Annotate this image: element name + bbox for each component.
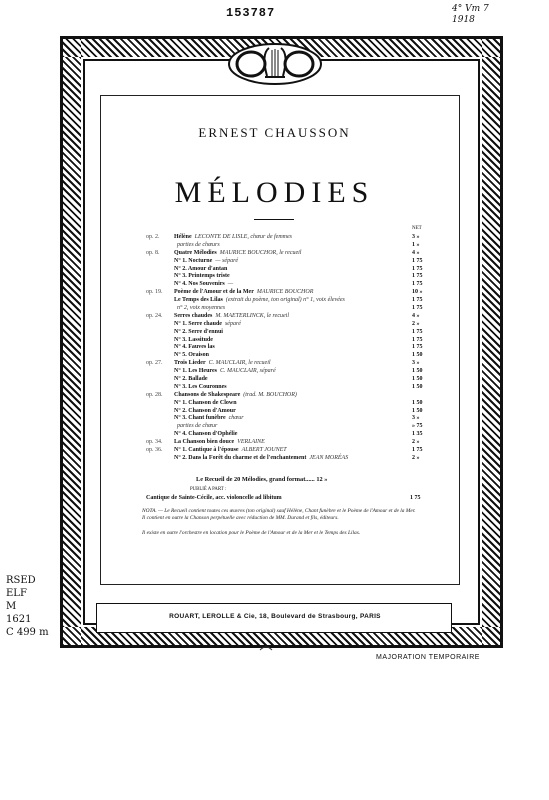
list-item [146, 281, 423, 289]
item-price: 1 75 [412, 273, 423, 280]
item-title-line [174, 392, 297, 400]
item-title-line [174, 297, 345, 305]
item-title-line [174, 281, 233, 289]
list-item [146, 431, 423, 439]
item-title: N° 1. Les Heures [174, 368, 217, 375]
list-item [146, 415, 420, 423]
item-title: Serres chaudes [174, 312, 213, 319]
item-title-line [174, 415, 244, 423]
item-title-line [174, 360, 271, 368]
item-title: Poème de l'Amour et de la Mer [174, 289, 254, 296]
publisher-address: ROUART, LEROLLE & Cie, 18, Boulevard de Strasbourg, PARIS [169, 613, 381, 620]
composer-name: ERNEST CHAUSSON [198, 125, 351, 140]
item-author: C. MAUCLAIR, le recueil [208, 360, 271, 367]
item-title-line [174, 368, 276, 376]
item-price: 1 50 [412, 407, 423, 414]
list-item [146, 297, 423, 305]
item-author: MAURICE BOUCHOR [256, 289, 314, 296]
melodies-list [146, 234, 423, 463]
item-price: 2 » [412, 454, 420, 461]
item-title-line [174, 329, 226, 337]
recueil-line: Le Recueil de 20 Mélodies, grand format...... 12 » [196, 476, 328, 483]
title-ornament-divider [254, 219, 294, 220]
item-title-line [174, 376, 211, 384]
item-price: 4 » [412, 249, 420, 256]
publisher-box [96, 603, 452, 633]
item-author: (trad. M. BOUCHOR) [243, 391, 297, 398]
list-item [146, 320, 420, 329]
opus-number: op. 36. [146, 447, 163, 454]
item-title: N° 2. Amour d'antan [174, 265, 228, 272]
item-price: 1 75 [412, 328, 423, 335]
list-item [146, 399, 423, 408]
catalog-stamp: 153787 [226, 6, 276, 20]
item-price: 3 » [412, 234, 420, 240]
item-title: Trois Lieder [174, 360, 206, 367]
item-title: N° 2. Dans la Forêt du charme et de l'enchantement [174, 454, 307, 461]
item-price: 1 75 [412, 447, 423, 454]
list-item [146, 305, 423, 313]
item-author: n° 2, voix moyennes [177, 305, 226, 312]
small-mark-icon [258, 644, 274, 654]
item-title: N° 4. Chanson d'Ophélie [174, 431, 238, 438]
item-author: séparé [224, 320, 241, 327]
item-price: 1 35 [412, 431, 423, 438]
item-author: M. MAETERLINCK, le recueil [215, 312, 289, 319]
lyre-emblem-icon [225, 40, 325, 88]
nota-text: NOTA. — Le Recueil contient toutes ces œuvres (ton original) sauf Hélène, Chant funèbre et le Poème de l'Amour et de la Mer. Il contient en outre la Chanson perpétuelle avec réduction de MM. Durand et fils, éditeurs. [142, 508, 416, 521]
list-item [146, 383, 423, 392]
item-price: 1 50 [412, 376, 423, 383]
item-title-line [174, 431, 240, 439]
item-price: 3 » [412, 360, 420, 367]
item-title-line [174, 242, 220, 250]
item-price: 4 » [412, 312, 420, 319]
item-price: 1 75 [412, 281, 423, 288]
opus-number: op. 27. [146, 360, 163, 367]
item-title: N° 4. Nos Souvenirs [174, 281, 225, 288]
item-price: 2 » [412, 439, 420, 446]
item-author: JEAN MORÉAS [309, 454, 349, 461]
list-item [146, 392, 408, 400]
item-title: N° 2. Serre d'ennui [174, 328, 223, 335]
list-item [146, 439, 420, 447]
list-item [146, 289, 423, 297]
page-title: MÉLODIES [174, 176, 375, 209]
item-price: 1 75 [412, 257, 423, 264]
item-author: VERLAINE [237, 439, 265, 446]
item-title: N° 2. Ballade [174, 376, 208, 383]
item-title: N° 1. Nocturne [174, 257, 213, 264]
item-title-line [174, 289, 313, 297]
item-title-line [174, 455, 348, 463]
item-title: N° 3. Les Couronnes [174, 383, 227, 390]
margin-shelfmark: RSED ELF M 1621 C 499 m [6, 575, 49, 638]
opus-number: op. 28. [146, 391, 163, 398]
list-item [146, 360, 420, 368]
item-author: parties de chœurs [177, 241, 220, 248]
item-title-line [174, 400, 240, 408]
opus-number: op. 8. [146, 249, 160, 256]
item-price: 1 75 [412, 344, 423, 351]
item-price: 1 75 [412, 336, 423, 343]
list-item [146, 368, 423, 376]
item-price: 1 50 [412, 383, 423, 390]
item-title-line [174, 313, 289, 321]
item-title: Chansons de Shakespeare [174, 391, 241, 398]
item-title: Le Temps des Lilas [174, 297, 223, 304]
list-item [146, 454, 420, 463]
list-item [146, 312, 420, 321]
item-price: 1 50 [412, 399, 423, 406]
opus-number: op. 24. [146, 312, 163, 319]
item-price: » 75 [412, 423, 423, 430]
item-price: 1 75 [412, 297, 423, 304]
item-price: 2 » [412, 320, 420, 327]
list-item [146, 328, 423, 337]
item-price: 1 75 [412, 265, 423, 272]
list-item [146, 234, 420, 242]
item-title: N° 2. Chanson d'Amour [174, 407, 236, 414]
item-title-line [174, 234, 292, 242]
list-item [146, 241, 420, 250]
cantique-price: 1 75 [410, 495, 421, 501]
list-item [146, 376, 423, 384]
item-title: La Chanson bien douce [174, 439, 235, 446]
handwritten-shelfmark: 4° Vm 7 1918 [452, 4, 489, 25]
item-author: LECONTE DE LISLE, chœur de femmes [194, 234, 293, 240]
item-author: ALBERT JOUNET [241, 447, 287, 454]
item-author: — [227, 281, 234, 288]
nota-orchestra-text: Il existe en outre l'orchestre en location pour le Poème de l'Amour et de la Mer et le Temps des Lilas. [142, 530, 361, 536]
item-title: N° 1. Cantique à l'épouse [174, 447, 239, 454]
list-item [146, 447, 423, 455]
item-title: N° 3. Lassitude [174, 336, 213, 343]
opus-number: op. 19. [146, 289, 163, 296]
item-price: 1 » [412, 241, 420, 248]
item-title: N° 4. Fauves las [174, 344, 215, 351]
item-author: MAURICE BOUCHOR, le recueil [219, 249, 302, 256]
item-title: Quatre Mélodies [174, 249, 217, 256]
item-title: N° 3. Chant funèbre [174, 415, 226, 422]
item-title: Hélène [174, 234, 192, 240]
item-title-line [174, 447, 287, 455]
item-title: N° 5. Oraison [174, 352, 209, 359]
opus-number: op. 34. [146, 439, 163, 446]
item-title: N° 3. Printemps triste [174, 273, 230, 280]
item-author: C. MAUCLAIR, séparé [219, 368, 276, 375]
item-title-line [174, 250, 301, 258]
item-price: 3 » [412, 415, 420, 422]
item-author: parties de chœur [177, 423, 218, 430]
item-title-line [174, 352, 212, 360]
list-item [146, 257, 423, 266]
item-title-line [174, 384, 230, 392]
list-item [146, 249, 420, 258]
item-price: 1 75 [412, 305, 423, 312]
net-label: NET [412, 226, 422, 231]
opus-number: op. 2. [146, 234, 160, 240]
item-title-line [174, 439, 265, 447]
item-price: 1 50 [412, 352, 423, 359]
item-title-line [174, 258, 238, 266]
item-title-line [174, 305, 225, 313]
item-title: N° 1. Serre chaude [174, 320, 222, 327]
item-author: — séparé [215, 257, 239, 264]
list-item [146, 352, 423, 360]
majoration-stamp: MAJORATION TEMPORAIRE [376, 654, 480, 661]
cantique-line: Cantique de Sainte-Cécile, acc. violoncelle ad libitum [146, 495, 282, 501]
item-price: 1 50 [412, 368, 423, 375]
item-price: 10 » [412, 289, 423, 296]
publie-a-part-label: PUBLIÉ A PART : [190, 487, 227, 492]
item-title: N° 1. Chanson de Clown [174, 399, 237, 406]
item-title-line [174, 321, 241, 329]
item-author: chœur [228, 415, 244, 422]
item-author: (extrait du poème, ton original) n° 1, voix élevées [225, 297, 345, 304]
